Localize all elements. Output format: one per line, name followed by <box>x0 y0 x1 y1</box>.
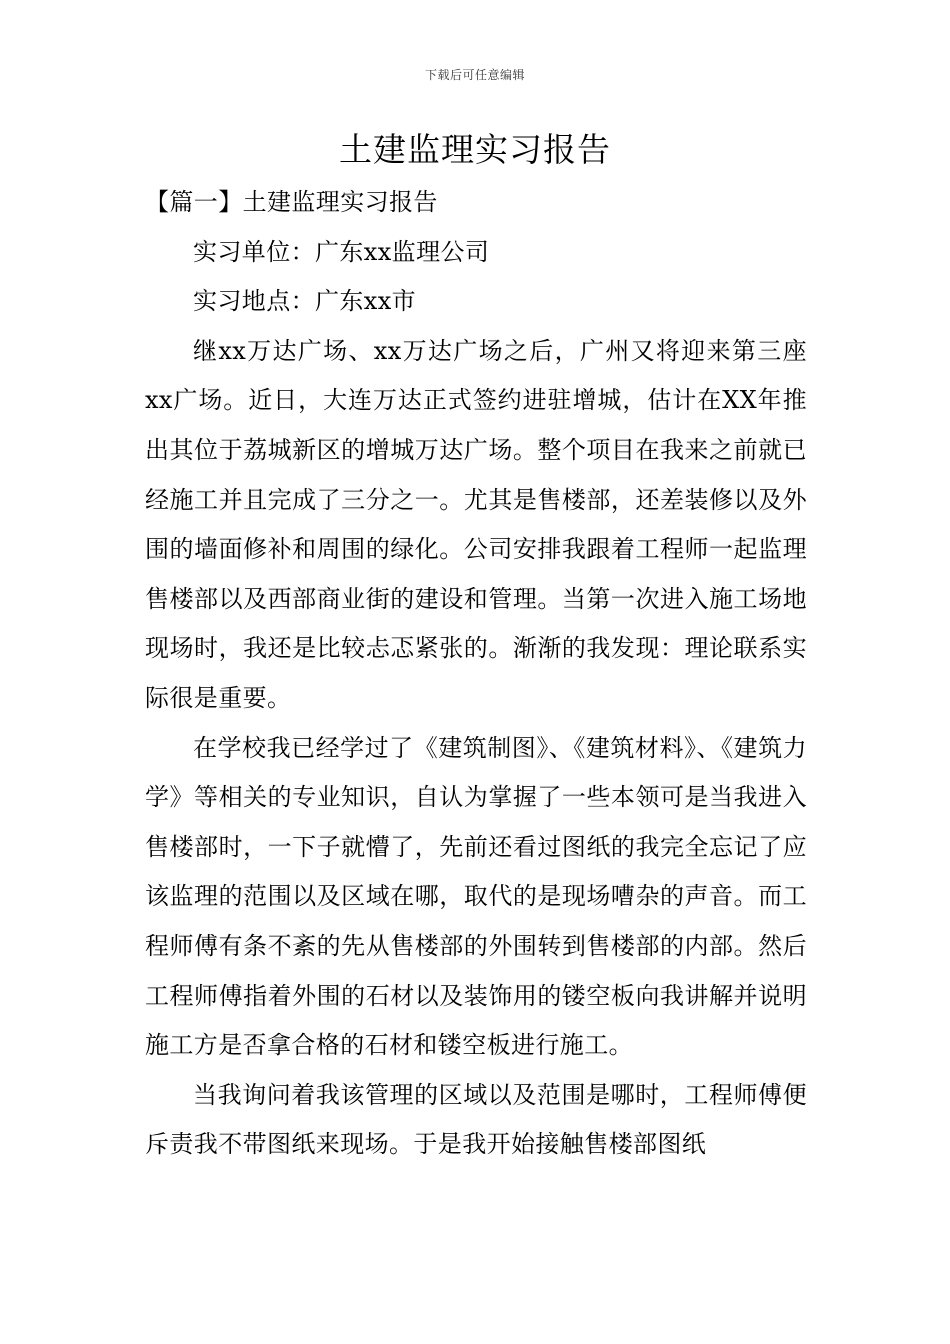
document-title: 土建监理实习报告 <box>339 130 611 169</box>
header-note: 下载后可任意编辑 <box>424 68 525 82</box>
internship-location: 实习地点：广东xx市 <box>193 287 417 316</box>
paragraph: 在学校我已经学过了《建筑制图》、《建筑材料》、《建筑力学》等相关的专业知识，自认为掌握了一些本领可是当我进入售楼部时，一下子就懵了，先前还看过图纸的我完全忘记了应该监理的范围以及区域在哪，取代的是现场嘈杂的声音。而工程师傅有条不紊的先从售楼部的外围转到售楼部的内部。然后工程师傅指着外围的石材以及装饰用的镂空板向我讲解并说明施工方是否拿合格的石材和镂空板进行施工。 <box>145 733 807 1060</box>
internship-unit: 实习单位：广东xx监理公司 <box>193 237 490 266</box>
paragraph: 当我询问着我该管理的区域以及范围是哪时，工程师傅便斥责我不带图纸来现场。于是我开始接触售楼部图纸 <box>145 1080 807 1159</box>
paragraph: 继xx万达广场、xx万达广场之后，广州又将迎来第三座xx广场。近日，大连万达正式签约进驻增城，估计在XX年推出其位于荔城新区的增城万达广场。整个项目在我来之前就已经施工并且完成了三分之一。尤其是售楼部，还差装修以及外围的墙面修补和周围的绿化。公司安排我跟着工程师一起监理售楼部以及西部商业街的建设和管理。当第一次进入施工场地现场时，我还是比较忐忑紧张的。渐渐的我发现：理论联系实际很是重要。 <box>145 336 807 712</box>
section-heading: 【篇一】土建监理实习报告 <box>145 188 438 216</box>
document-body <box>145 178 807 1170</box>
